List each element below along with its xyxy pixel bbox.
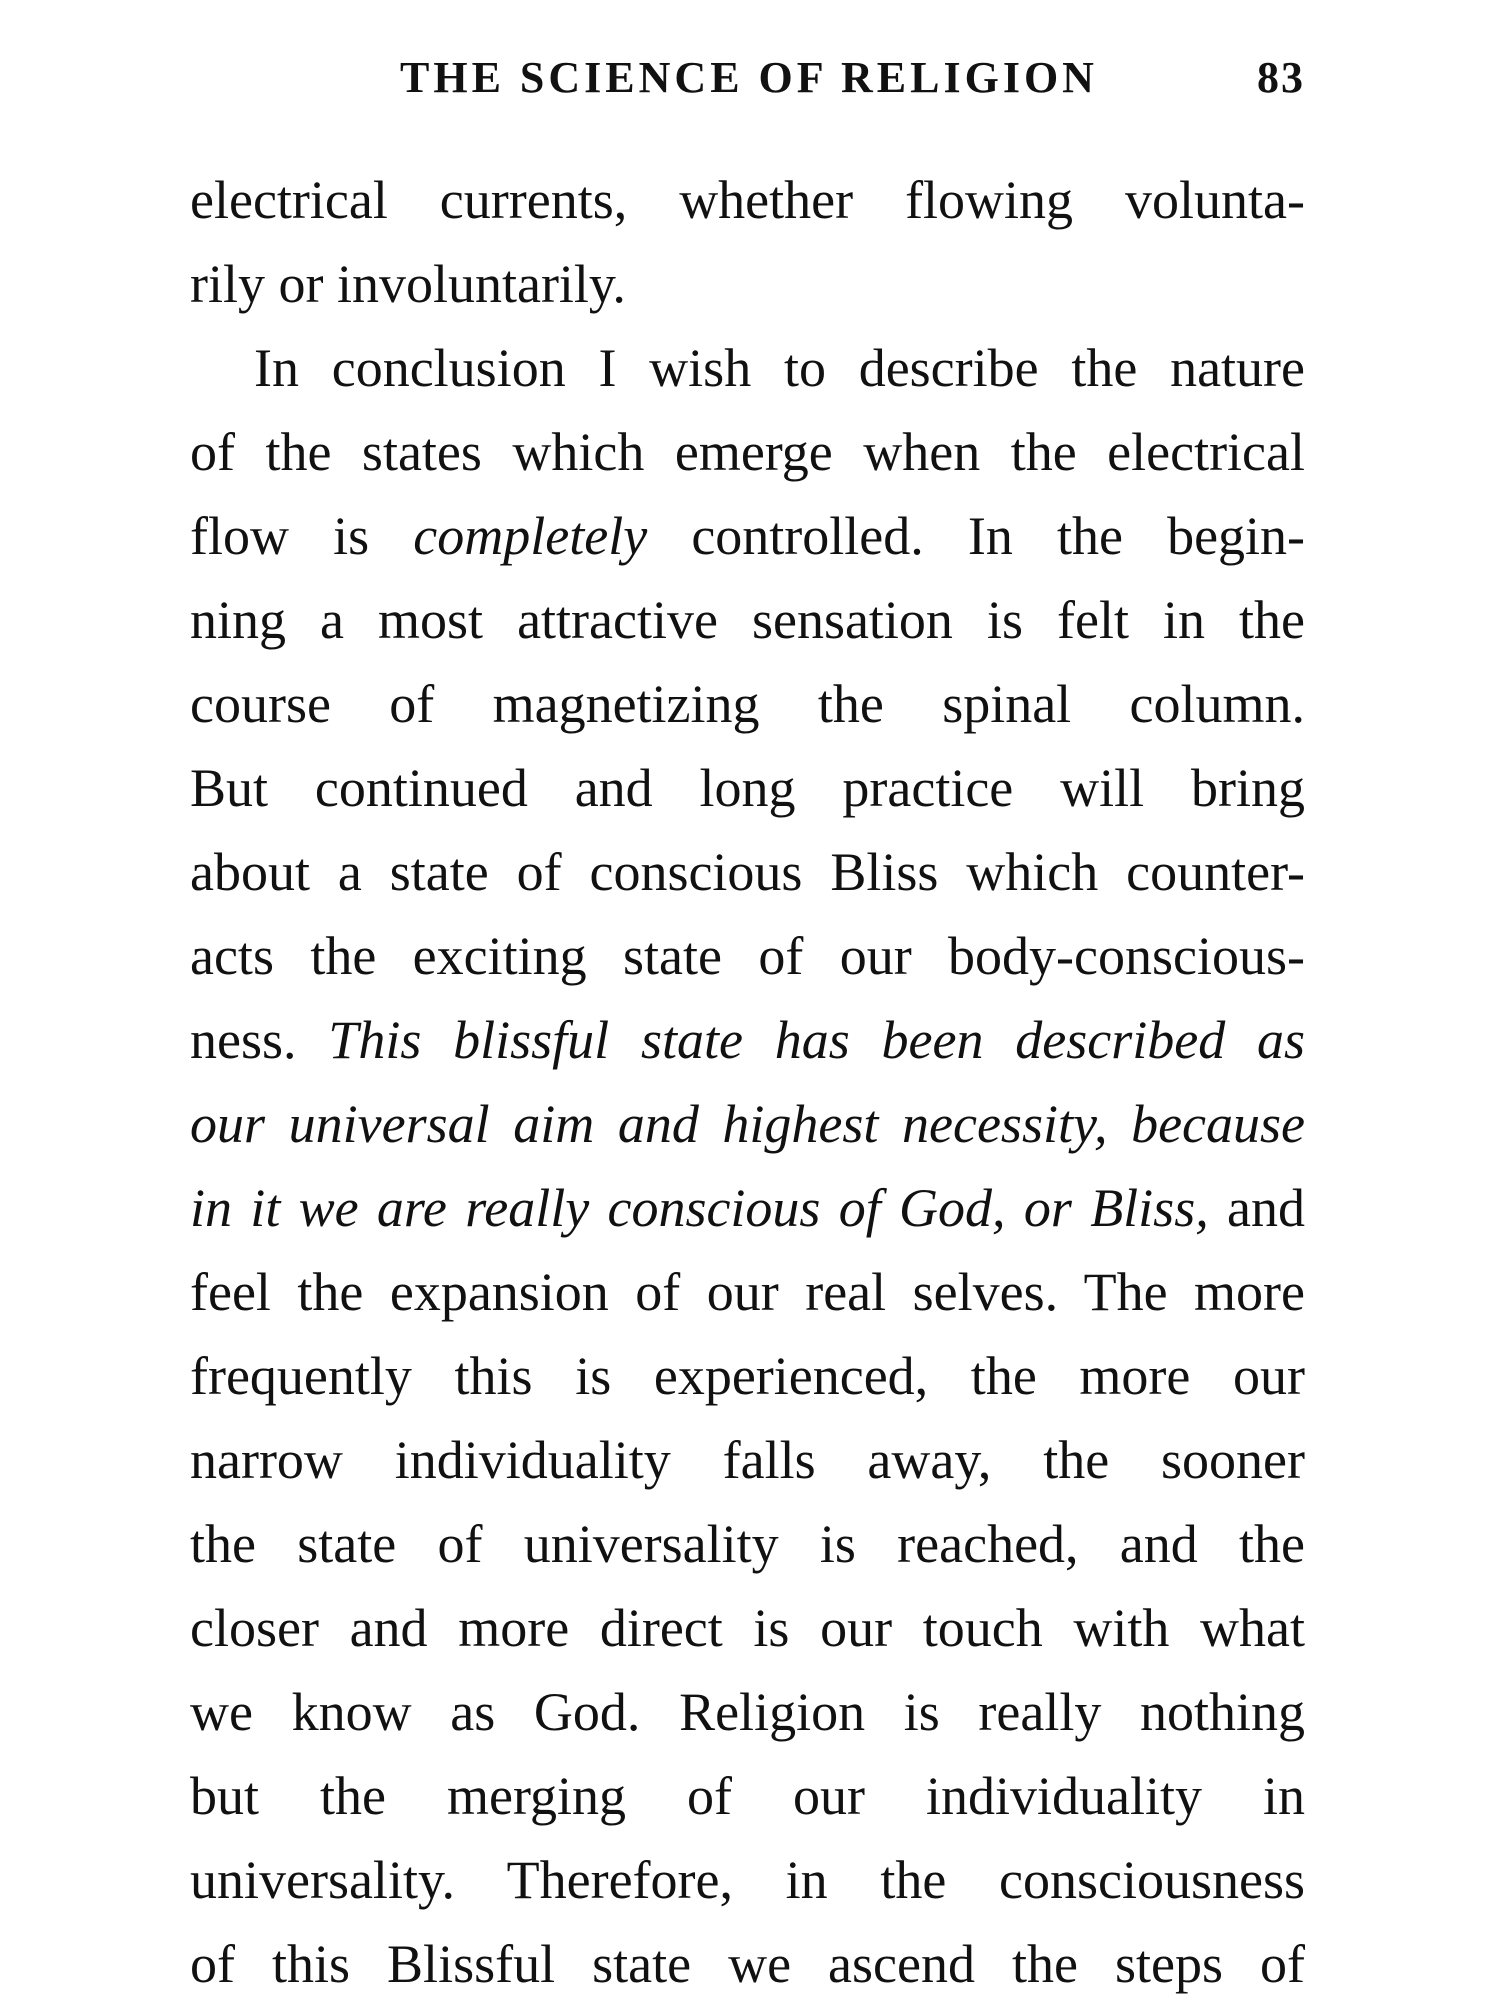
text-line: But continued and long practice will bring <box>190 758 1305 818</box>
text-line: of this Blissful state we ascend the steps of <box>190 1934 1305 1994</box>
text-segment: flow is <box>190 506 370 566</box>
text-line: the state of universality is reached, and the <box>190 1514 1305 1574</box>
text-segment: and <box>1227 1178 1305 1238</box>
text-line: rily or involuntarily. <box>190 254 626 314</box>
page-number: 83 <box>1257 53 1305 102</box>
text-line: but the merging of our individuality in <box>190 1766 1305 1826</box>
italic-text-segment: completely <box>413 506 648 566</box>
text-line <box>190 998 1305 1082</box>
text-line: about a state of conscious Bliss which counter- <box>190 842 1305 902</box>
text-line: universality. Therefore, in the consciousness <box>190 1850 1305 1910</box>
body-text <box>190 158 1305 2006</box>
running-title: THE SCIENCE OF RELIGION <box>400 53 1098 102</box>
page-header <box>190 52 1305 122</box>
text-line: narrow individuality falls away, the sooner <box>190 1430 1305 1490</box>
text-line: feel the expansion of our real selves. The more <box>190 1262 1305 1322</box>
italic-text-segment: in it we are really conscious of God, or Bliss, <box>190 1178 1209 1238</box>
text-line: acts the exciting state of our body-conscious- <box>190 926 1305 986</box>
text-line <box>190 1166 1305 1250</box>
text-line: ning a most attractive sensation is felt in the <box>190 590 1305 650</box>
text-line: course of magnetizing the spinal column. <box>190 674 1305 734</box>
text-line: frequently this is experienced, the more our <box>190 1346 1305 1406</box>
text-line: of the states which emerge when the electrical <box>190 422 1305 482</box>
text-line: we know as God. Religion is really nothing <box>190 1682 1305 1742</box>
text-line: electrical currents, whether flowing volunta- <box>190 170 1305 230</box>
text-line: In conclusion I wish to describe the nature <box>254 338 1305 398</box>
text-line <box>190 494 1305 578</box>
italic-text-segment: This blissful state has been described as <box>328 1010 1306 1070</box>
text-segment: ness. <box>190 1010 297 1070</box>
text-line: our universal aim and highest necessity, because <box>190 1094 1305 1154</box>
text-line: closer and more direct is our touch with what <box>190 1598 1305 1658</box>
text-segment: controlled. In the begin- <box>691 506 1306 566</box>
